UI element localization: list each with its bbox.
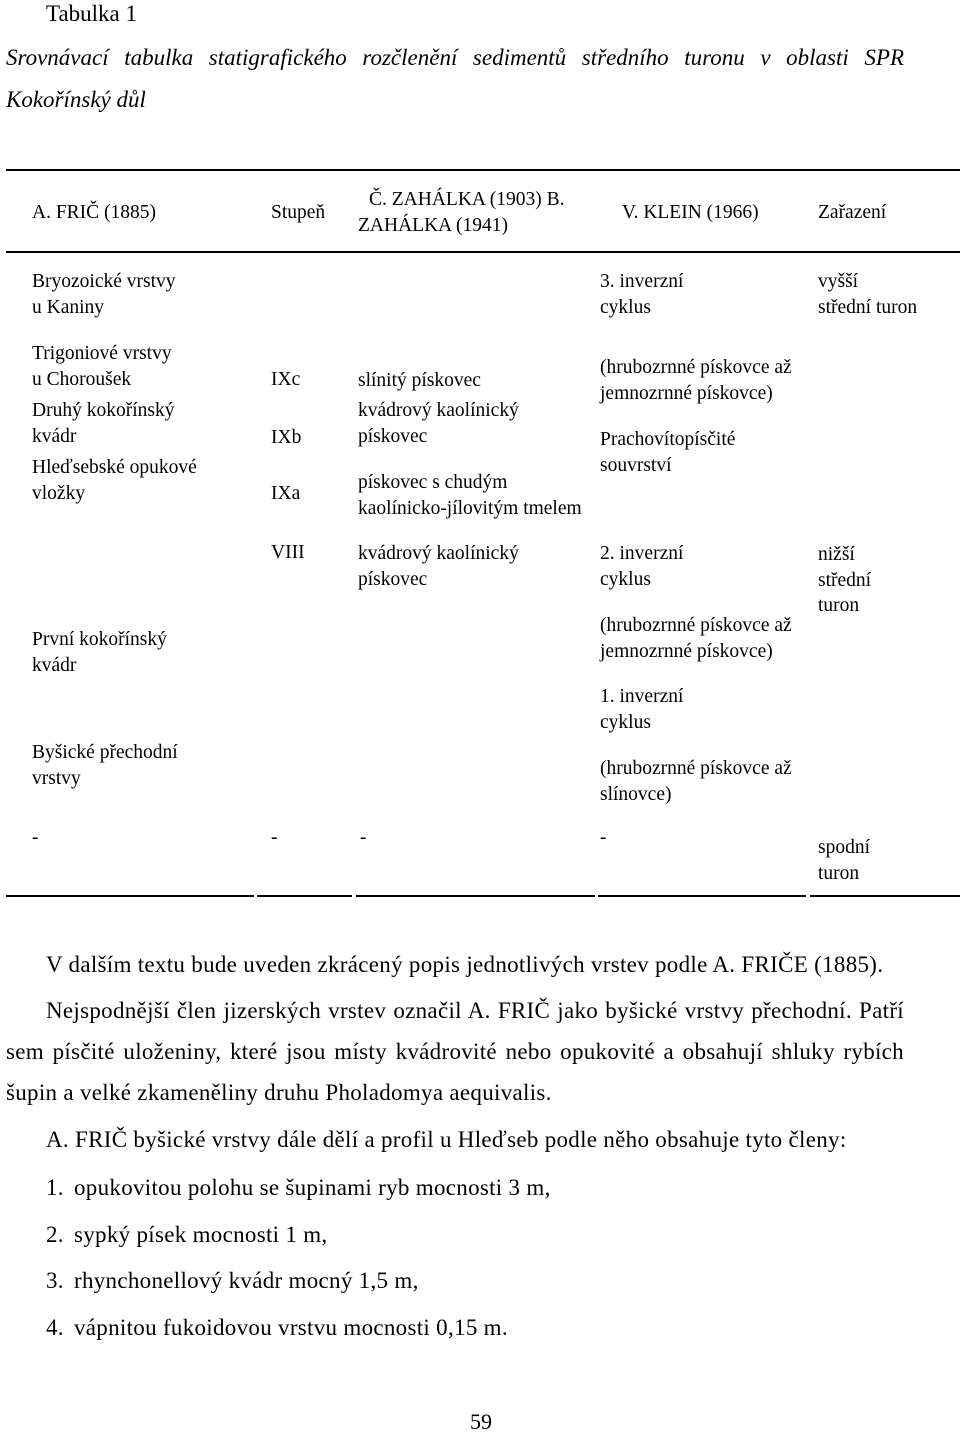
table-bottom-rule-segment: [356, 895, 595, 897]
cell-stupen: IXc: [271, 369, 301, 390]
cell-zahalka: -: [360, 827, 367, 848]
table-caption: Tabulka 1: [46, 1, 138, 26]
paragraph-intro: V dalším textu bude uveden zkrácený popis jednotlivých vrstev podle A. FRIČE (1885).: [46, 952, 884, 977]
cell-fric: -: [32, 827, 39, 848]
list-item-number: 1.: [46, 1175, 64, 1200]
cell-fric: Hleďsebské opukové vložky: [32, 457, 197, 504]
list-item-number: 4.: [46, 1315, 64, 1340]
cell-klein: 1. inverzní cyklus: [600, 686, 684, 733]
cell-klein: (hrubozrnné pískovce až jemnozrnné pískovce): [600, 615, 792, 662]
cell-klein: 3. inverzní cyklus: [600, 271, 684, 318]
table-top-rule: [6, 169, 960, 171]
list-item-number: 2.: [46, 1222, 64, 1247]
cell-zarazeni: spodní turon: [818, 837, 871, 884]
table-bottom-rule-segment: [257, 895, 352, 897]
header-zahalka: Č. ZAHÁLKA (1903) B. ZAHÁLKA (1941): [358, 189, 565, 236]
cell-zahalka: pískovec s chudým kaolínicko-jílovitým tmelem: [358, 472, 582, 519]
list-item-text: rhynchonellový kvádr mocný 1,5 m,: [74, 1268, 419, 1293]
paragraph-line: Nejspodnější člen jizerských vrstev označil A. FRIČ jako byšické vrstvy přechodní. Patří: [46, 998, 904, 1023]
cell-klein: (hrubozrnné pískovce až slínovce): [600, 758, 792, 805]
list-item: [46, 1267, 419, 1295]
table-bottom-rule-segment: [598, 895, 806, 897]
list-item-text: sypký písek mocnosti 1 m,: [74, 1222, 328, 1247]
list-item-text: vápnitou fukoidovou vrstvu mocnosti 0,15 m.: [74, 1315, 508, 1340]
cell-fric: Trigoniové vrstvy u Choroušek: [32, 343, 172, 390]
cell-zahalka: kvádrový kaolínický pískovec: [358, 543, 519, 590]
list-item: [46, 1221, 327, 1249]
table-title-line-1: Srovnávací tabulka statigrafického rozčlenění sedimentů středního turonu v oblasti SPR: [6, 45, 904, 70]
header-fric: A. FRIČ (1885): [32, 202, 157, 223]
cell-stupen: IXb: [271, 427, 302, 448]
cell-zarazeni: vyšší střední turon: [818, 271, 918, 318]
paragraph-line: sem písčité uloženiny, které jsou místy kvádrovité nebo opukovité a obsahují shluky rybích: [6, 1039, 904, 1064]
cell-fric: Druhý kokořínský kvádr: [32, 400, 175, 447]
table-bottom-rule-segment: [810, 895, 960, 897]
cell-klein: Prachovítopísčité souvrství: [600, 429, 736, 476]
cell-zahalka: slínitý pískovec: [358, 370, 481, 391]
table-bottom-rule-segment: [6, 895, 254, 897]
cell-fric: Byšické přechodní vrstvy: [32, 742, 178, 789]
cell-zarazeni: nižší střední turon: [818, 544, 872, 616]
header-stupen: Stupeň: [271, 202, 326, 223]
cell-stupen: VIII: [271, 542, 305, 563]
list-item-number: 3.: [46, 1268, 64, 1293]
cell-zahalka: kvádrový kaolínický pískovec: [358, 400, 519, 447]
paragraph-list-intro: A. FRIČ byšické vrstvy dále dělí a profil u Hleďseb podle něho obsahuje tyto členy:: [46, 1127, 847, 1152]
table-header-rule: [6, 251, 960, 253]
header-zarazeni: Zařazení: [818, 202, 887, 223]
cell-klein: (hrubozrnné pískovce až jemnozrnné pískovce): [600, 357, 792, 404]
header-klein: V. KLEIN (1966): [622, 202, 759, 223]
list-item: [46, 1174, 551, 1202]
page-number: 59: [470, 1409, 492, 1434]
table-title-line-2: Kokořínský důl: [6, 87, 146, 112]
cell-klein: 2. inverzní cyklus: [600, 543, 684, 590]
list-item-text: opukovitou polohu se šupinami ryb mocnosti 3 m,: [74, 1175, 551, 1200]
cell-fric: První kokořínský kvádr: [32, 629, 167, 676]
cell-fric: Bryozoické vrstvy u Kaniny: [32, 271, 176, 318]
list-item: [46, 1314, 508, 1342]
cell-stupen: -: [271, 827, 278, 848]
cell-stupen: IXa: [271, 483, 301, 504]
cell-klein: -: [600, 827, 607, 848]
paragraph-line: šupin a velké zkameněliny druhu Pholadomya aequivalis.: [6, 1080, 552, 1105]
